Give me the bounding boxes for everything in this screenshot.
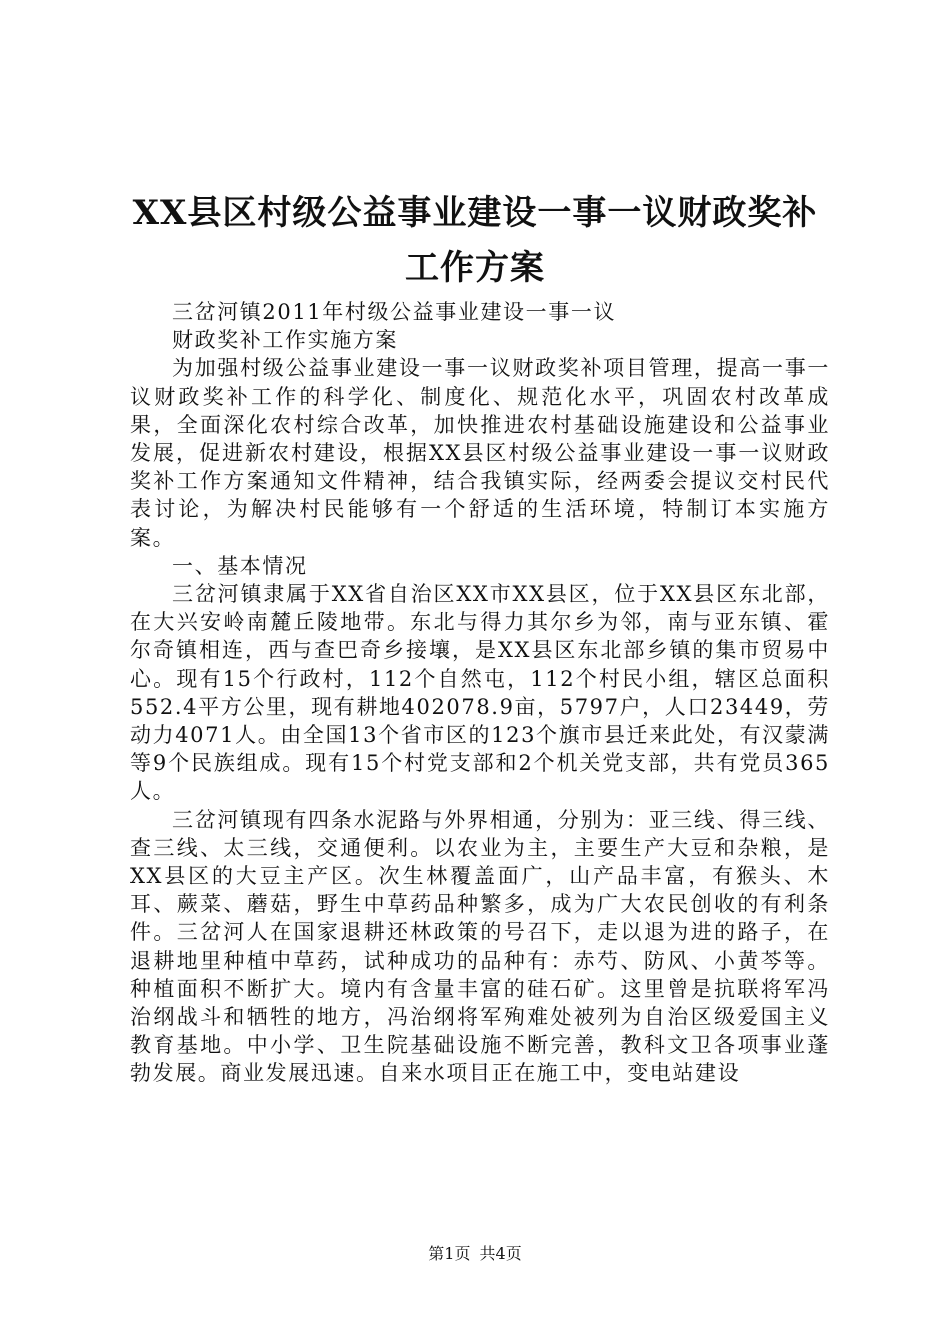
paragraph-economy: 三岔河镇现有四条水泥路与外界相通，分别为：亚三线、得三线、查三线、太三线，交通便利。以农业为主，主要生产大豆和杂粮，是XX县区的大豆主产区。次生林覆盖面广，山产品丰富，有猴头、木耳、蕨菜、蘑菇，野生中草药品种繁多，成为广大农民创收的有利条件。三岔河人在国家退耕还林政策的号召下，走以退为进的路子，在退耕地里种植中草药，试种成功的品种有：赤芍、防风、小黄芩等。种植面积不断扩大。境内有含量丰富的硅石矿。这里曾是抗联将军冯治纲战斗和牺牲的地方，冯治纲将军殉难处被列为自治区级爱国主义教育基地。中小学、卫生院基础设施不断完善，教科文卫各项事业蓬勃发展。商业发展迅速。自来水项目正在施工中，变电站建设 (130, 807, 830, 1086)
section-heading-basic-situation: 一、基本情况 (172, 553, 308, 578)
subtitle-line2: 财政奖补工作实施方案 (172, 328, 398, 353)
page-number: 第1页 (428, 1244, 471, 1263)
document-body (130, 298, 830, 1088)
subtitle-line1: 三岔河镇2011年村级公益事业建设一事一议 (172, 300, 617, 324)
paragraph-location: 三岔河镇隶属于XX省自治区XX市XX县区，位于XX县区东北部，在大兴安岭南麓丘陵地带。东北与得力其尔乡为邻，南与亚东镇、霍尔奇镇相连，西与查巴奇乡接壤，是XX县区东北部乡镇的集市贸易中心。现有15个行政村，112个自然屯，112个村民小组，辖区总面积552.4平方公里，现有耕地402078.9亩，5797户，人口23449，劳动力4071人。由全国13个省市区的123个旗市县迁来此处，有汉蒙满等9个民族组成。现有15个村党支部和2个机关党支部，共有党员365人。 (130, 582, 830, 804)
page-footer (0, 1244, 950, 1264)
paragraph-intro: 为加强村级公益事业建设一事一议财政奖补项目管理，提高一事一议财政奖补工作的科学化、制度化、规范化水平，巩固农村改革成果，全面深化农村综合改革，加快推进农村基础设施建设和公益事业发展，促进新农村建设，根据XX县区村级公益事业建设一事一议财政奖补工作方案通知文件精神，结合我镇实际，经两委会提议交村民代表讨论，为解决村民能够有一个舒适的生活环境，特制订本实施方案。 (130, 356, 830, 550)
document-title-line2: 工作方案 (405, 248, 545, 288)
document-title-line1: XX县区村级公益事业建设一事一议财政奖补 (132, 193, 818, 233)
page-total: 共4页 (479, 1244, 522, 1263)
